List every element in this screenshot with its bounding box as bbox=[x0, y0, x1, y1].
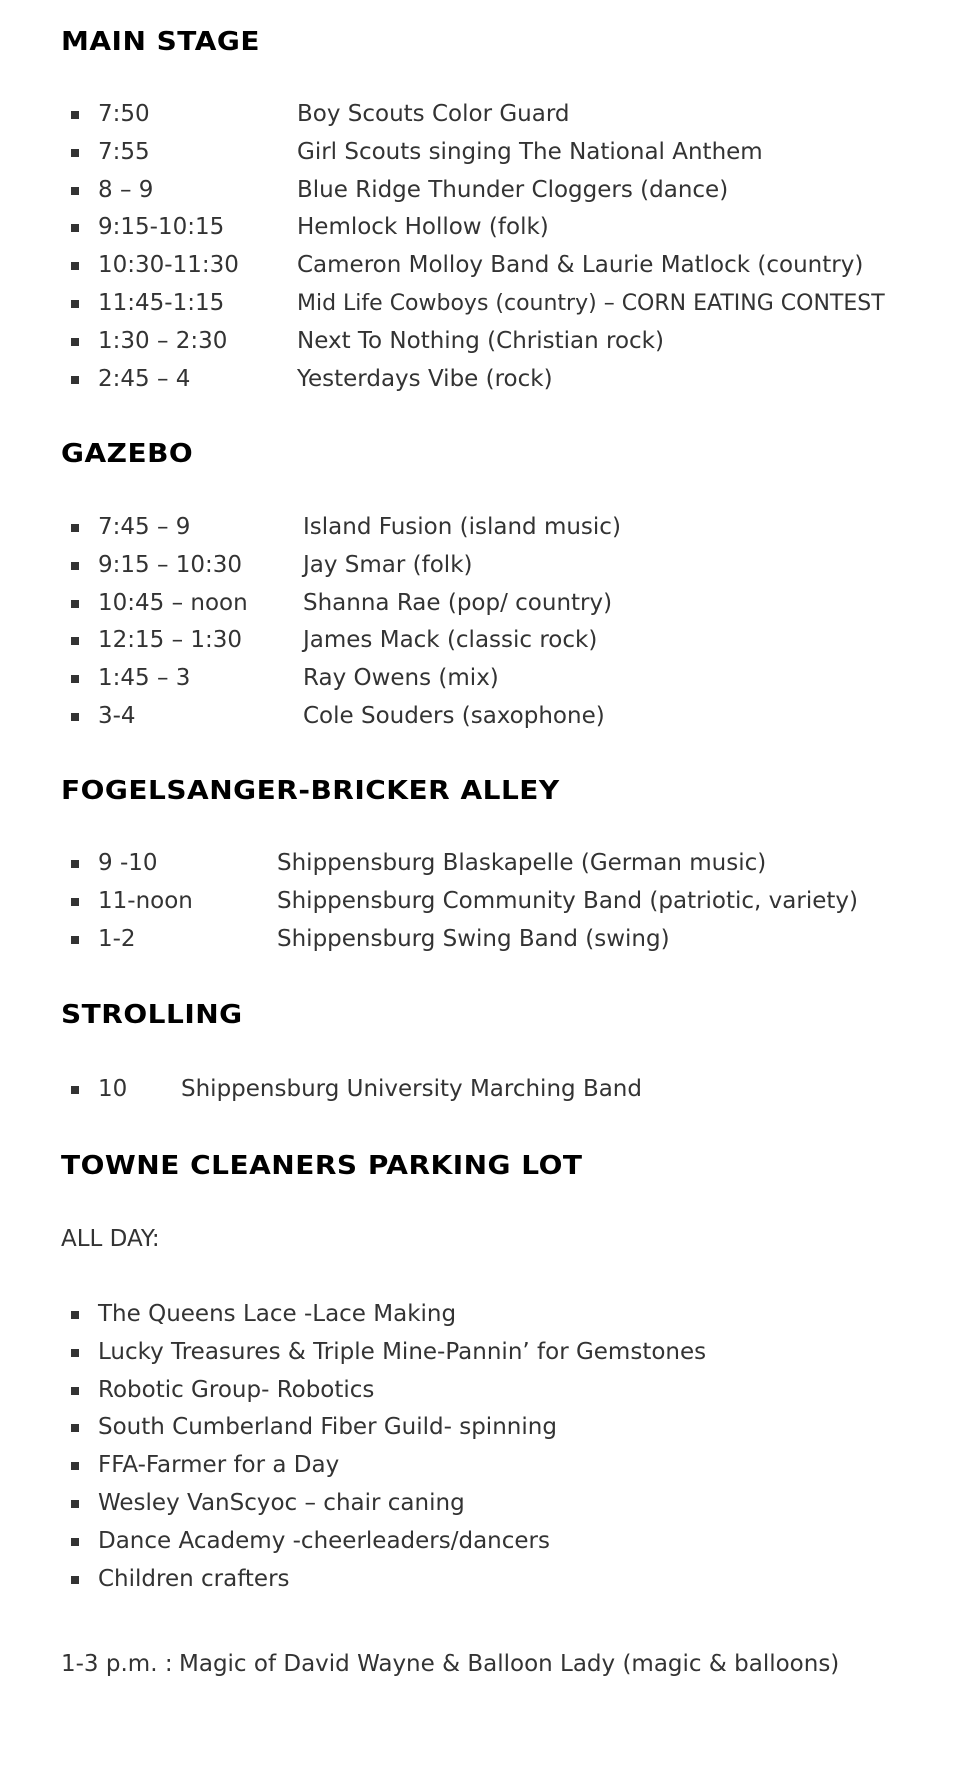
bullet-icon bbox=[71, 562, 79, 570]
time: 7:55 bbox=[98, 138, 150, 165]
bullet-icon bbox=[71, 338, 79, 346]
act: Cameron Molloy Band & Laurie Matlock (country) bbox=[297, 252, 864, 279]
magic-show-line bbox=[61, 1646, 840, 1684]
magic-show-time: 1-3 p.m. : bbox=[61, 1651, 173, 1677]
bullet-icon bbox=[71, 149, 79, 157]
fogelsanger-heading: FOGELSANGER-BRICKER ALLEY bbox=[61, 775, 560, 806]
time: 1-2 bbox=[98, 925, 136, 952]
bullet-icon bbox=[71, 1387, 79, 1395]
activity: FFA-Farmer for a Day bbox=[98, 1452, 340, 1479]
bullet-icon bbox=[71, 111, 79, 119]
act: Yesterdays Vibe (rock) bbox=[297, 365, 553, 392]
bullet-icon bbox=[71, 898, 79, 906]
act: James Mack (classic rock) bbox=[303, 627, 598, 654]
time: 9 -10 bbox=[98, 850, 158, 876]
bullet-icon bbox=[71, 1462, 79, 1470]
bullet-icon bbox=[71, 300, 79, 308]
activity: Robotic Group- Robotics bbox=[98, 1376, 375, 1403]
bullet-icon bbox=[71, 713, 79, 721]
activity: Wesley VanScyoc – chair caning bbox=[98, 1489, 465, 1516]
bullet-icon bbox=[71, 1086, 79, 1094]
bullet-icon bbox=[71, 860, 79, 868]
towne-cleaners-heading: TOWNE CLEANERS PARKING LOT bbox=[61, 1150, 583, 1181]
gazebo-heading: GAZEBO bbox=[61, 438, 194, 469]
act: Mid Life Cowboys (country) – CORN EATING CONTEST bbox=[297, 290, 885, 316]
time: 1:45 – 3 bbox=[98, 665, 191, 692]
time: 8 – 9 bbox=[98, 176, 154, 203]
magic-show-act: Magic of David Wayne & Balloon Lady (magic & balloons) bbox=[179, 1651, 840, 1677]
bullet-icon bbox=[71, 1538, 79, 1546]
act: Shippensburg Blaskapelle (German music) bbox=[277, 850, 767, 876]
bullet-icon bbox=[71, 1311, 79, 1319]
time: 9:15 – 10:30 bbox=[98, 551, 243, 578]
bullet-icon bbox=[71, 262, 79, 270]
activity: Lucky Treasures & Triple Mine-Pannin’ for Gemstones bbox=[98, 1338, 707, 1365]
act: Boy Scouts Color Guard bbox=[297, 101, 570, 127]
act: Shippensburg Community Band (patriotic, variety) bbox=[277, 887, 858, 914]
act: Hemlock Hollow (folk) bbox=[297, 214, 549, 241]
time: 11:45-1:15 bbox=[98, 289, 225, 316]
bullet-icon bbox=[71, 1576, 79, 1584]
activity: The Queens Lace -Lace Making bbox=[98, 1301, 457, 1327]
activity: South Cumberland Fiber Guild- spinning bbox=[98, 1414, 557, 1441]
bullet-icon bbox=[71, 1349, 79, 1357]
strolling-heading: STROLLING bbox=[61, 999, 243, 1030]
bullet-icon bbox=[71, 637, 79, 645]
bullet-icon bbox=[71, 187, 79, 195]
bullet-icon bbox=[71, 224, 79, 232]
bullet-icon bbox=[71, 600, 79, 608]
time: 10:30-11:30 bbox=[98, 252, 239, 279]
main-stage-heading: MAIN STAGE bbox=[61, 26, 261, 57]
activity: Children crafters bbox=[98, 1565, 290, 1592]
bullet-icon bbox=[71, 1500, 79, 1508]
time: 11-noon bbox=[98, 887, 193, 914]
time: 3-4 bbox=[98, 702, 136, 729]
act: Blue Ridge Thunder Cloggers (dance) bbox=[297, 176, 729, 203]
act: Girl Scouts singing The National Anthem bbox=[297, 138, 763, 165]
act: Shippensburg University Marching Band bbox=[181, 1076, 642, 1102]
all-day-label: ALL DAY: bbox=[61, 1226, 160, 1252]
bullet-icon bbox=[71, 376, 79, 384]
bullet-icon bbox=[71, 524, 79, 532]
time: 2:45 – 4 bbox=[98, 365, 191, 392]
time: 10:45 – noon bbox=[98, 589, 248, 616]
time: 7:45 – 9 bbox=[98, 514, 191, 540]
bullet-icon bbox=[71, 675, 79, 683]
bullet-icon bbox=[71, 1424, 79, 1432]
time: 9:15-10:15 bbox=[98, 214, 225, 241]
time: 1:30 – 2:30 bbox=[98, 327, 228, 354]
act: Cole Souders (saxophone) bbox=[303, 702, 605, 729]
act: Shippensburg Swing Band (swing) bbox=[277, 925, 670, 952]
act: Jay Smar (folk) bbox=[303, 551, 473, 578]
time: 10 bbox=[98, 1076, 128, 1102]
act: Island Fusion (island music) bbox=[303, 514, 621, 540]
time: 7:50 bbox=[98, 101, 150, 127]
act: Next To Nothing (Christian rock) bbox=[297, 327, 664, 354]
bullet-icon bbox=[71, 936, 79, 944]
activity: Dance Academy -cheerleaders/dancers bbox=[98, 1527, 550, 1554]
time: 12:15 – 1:30 bbox=[98, 627, 243, 654]
act: Ray Owens (mix) bbox=[303, 665, 499, 692]
act: Shanna Rae (pop/ country) bbox=[303, 589, 613, 616]
